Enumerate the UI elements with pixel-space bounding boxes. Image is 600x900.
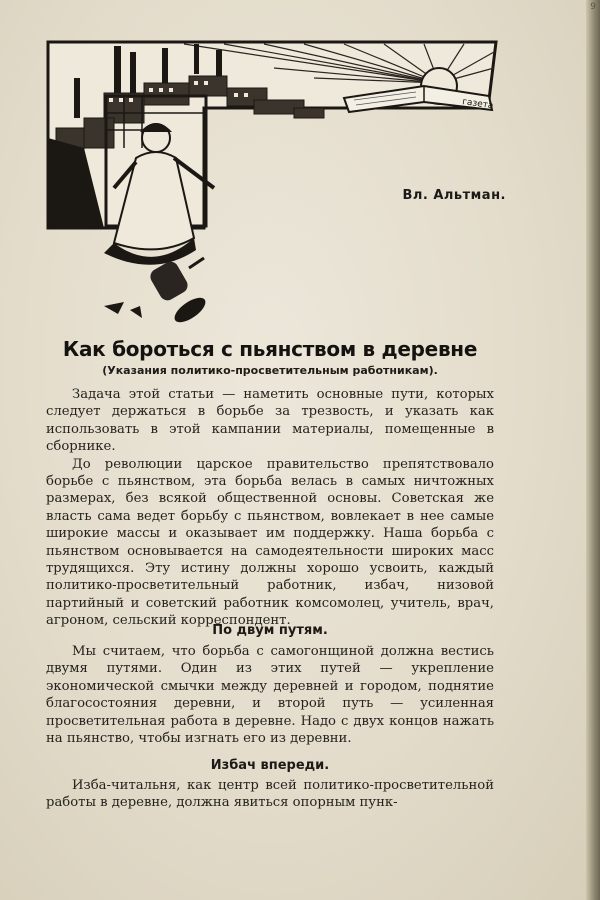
book-caption: газета xyxy=(461,97,494,112)
article-title: Как бороться с пьянством в деревне xyxy=(62,337,478,361)
section-heading: Избач впереди. xyxy=(210,758,330,773)
corner-mark: 9 xyxy=(590,2,596,12)
intro-section xyxy=(46,386,494,630)
falling-bottle xyxy=(148,258,204,303)
paragraph: Мы считаем, что борьба с самогонщиной должна вестись двумя путями. Один из этих путей — укрепление экономической смычки между деревней и городом, поднятие благосостояния деревни, и второй путь — усиленная просветительная работа в деревне. Надо с двух концов нажать на пьянство, чтобы изгнать его из деревни. xyxy=(46,644,494,747)
izbach-section xyxy=(46,777,494,812)
broken-shards xyxy=(104,302,142,318)
two-paths-section xyxy=(46,643,494,747)
article-subtitle: (Указания политико-просветительным работникам). xyxy=(102,364,438,377)
page-gutter xyxy=(586,0,600,900)
paragraph: До революции царское правительство препятствовало борьбе с пьянством, эта борьба велась в самых ничтожных размерах, без всякой общественной основы. Советская же власть сама ведет борьбу с пьянством, вовлекает в нее самые широкие массы и оказывает им поддержку. Наша борьба с пьянством основывается на самодеятельности широких масс трудящихся. Эту истину должны хорошо усвоить, каждый политико-просветительный работник, избач, низовой партийный и советский работник комсомолец, учитель, врач, агроном, сельский корреспондент. xyxy=(46,456,494,629)
author-name: Вл. Альтман. xyxy=(402,188,506,203)
falling-loaf xyxy=(171,293,210,327)
paragraph: Изба-читальня, как центр всей политико-просветительной работы в деревне, должна явиться опорным пунк- xyxy=(46,778,494,811)
section-heading: По двум путям. xyxy=(212,623,328,638)
paragraph: Задача этой статьи — наметить основные пути, которых следует держаться в борьбе за трезвость, и указать как использовать в этой кампании материалы, помещенные в сборнике. xyxy=(46,387,494,455)
